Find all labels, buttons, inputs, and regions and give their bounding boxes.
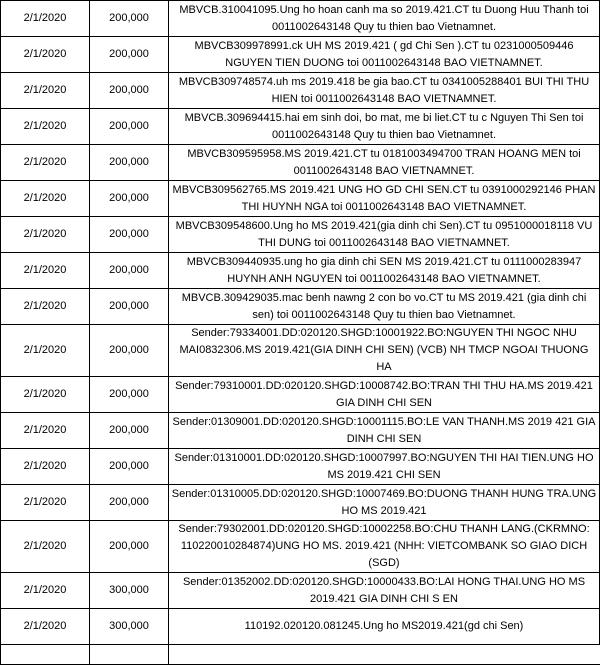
amount-cell[interactable]	[90, 413, 169, 449]
description-text: Sender:01310005.DD:020120.SHGD:10007469.BO:DUONG THANH HUNG TRA.UNG HO MS 2019.421	[171, 487, 597, 517]
date-text: 2/1/2020	[23, 156, 67, 168]
amount-cell[interactable]	[90, 325, 169, 377]
amount-text: 200,000	[109, 496, 149, 508]
amount-text: 200,000	[109, 540, 149, 552]
table-row	[1, 253, 600, 289]
amount-text: 200,000	[109, 12, 149, 24]
description-cell[interactable]	[169, 181, 600, 217]
amount-text: 200,000	[109, 228, 149, 240]
date-text: 2/1/2020	[23, 300, 67, 312]
date-cell[interactable]	[1, 181, 90, 217]
table-row	[1, 377, 600, 413]
table-row	[1, 73, 600, 109]
date-cell[interactable]	[1, 217, 90, 253]
table-row	[1, 325, 600, 377]
date-cell[interactable]	[1, 145, 90, 181]
description-cell[interactable]	[169, 573, 600, 609]
date-cell[interactable]	[1, 1, 90, 37]
amount-cell[interactable]	[90, 145, 169, 181]
date-cell[interactable]	[1, 377, 90, 413]
date-cell[interactable]	[1, 325, 90, 377]
table-row	[1, 1, 600, 37]
amount-cell[interactable]	[90, 609, 169, 645]
description-cell[interactable]	[169, 217, 600, 253]
partial-cell[interactable]	[1, 645, 90, 665]
amount-cell[interactable]	[90, 289, 169, 325]
description-cell[interactable]	[169, 73, 600, 109]
table-row	[1, 145, 600, 181]
description-text: Sender:01352002.DD:020120.SHGD:10000433.BO:LAI HONG THAI.UNG HO MS 2019.421 GIA DINH CHI S EN	[182, 575, 586, 605]
description-text: MBVCB.309694415.hai em sinh doi, bo mat, me bi liet.CT tu c Nguyen Thi Sen toi 0011002643148 Quy tu thien bao Vietnamnet.	[184, 111, 584, 141]
date-text: 2/1/2020	[23, 496, 67, 508]
date-text: 2/1/2020	[23, 12, 67, 24]
description-text: Sender:01310001.DD:020120.SHGD:10007997.BO:NGUYEN THI HAI TIEN.UNG HO MS 2019.421 CHI SEN	[174, 451, 594, 481]
date-text: 2/1/2020	[23, 120, 67, 132]
description-text: MBVCB309548600.Ung ho MS 2019.421(gia dinh chi Sen).CT tu 0951000018118 VU THI DUNG toi 0011002643148 BAO VIETNAMNET.	[175, 219, 593, 249]
description-cell[interactable]	[169, 521, 600, 573]
amount-cell[interactable]	[90, 377, 169, 413]
description-text: MBVCB309562765.MS 2019.421 UNG HO GD CHI SEN.CT tu 0391000292146 PHAN THI HUYNH NGA toi 0011002643148 BAO VIETNAMNET.	[172, 183, 596, 213]
table-row	[1, 485, 600, 521]
amount-text: 200,000	[109, 300, 149, 312]
table-row	[1, 449, 600, 485]
table-row	[1, 573, 600, 609]
amount-text: 200,000	[109, 344, 149, 356]
description-text: MBVCB.309429035.mac benh nawng 2 con bo vo.CT tu MS 2019.421 (gia dinh chi sen) toi 0011002643148 Quy tu thien bao Vietnamnet.	[181, 291, 587, 321]
amount-cell[interactable]	[90, 37, 169, 73]
description-cell[interactable]	[169, 253, 600, 289]
date-text: 2/1/2020	[23, 620, 67, 632]
date-text: 2/1/2020	[23, 388, 67, 400]
table-row	[1, 413, 600, 449]
description-text: Sender:01309001.DD:020120.SHGD:10001115.BO:LE VAN THANH.MS 2019 421 GIA DINH CHI SEN	[172, 415, 596, 445]
description-cell[interactable]	[169, 289, 600, 325]
amount-cell[interactable]	[90, 109, 169, 145]
date-cell[interactable]	[1, 521, 90, 573]
description-text: MBVCB309440935.ung ho gia dinh chi SEN MS 2019.421.CT tu 0111000283947 HUYNH ANH NGUYEN toi 0011002643148 BAO VIETNAMNET.	[186, 255, 582, 285]
date-text: 2/1/2020	[23, 264, 67, 276]
amount-cell[interactable]	[90, 181, 169, 217]
table-row-partial	[1, 645, 600, 665]
table-row	[1, 289, 600, 325]
table-row	[1, 37, 600, 73]
amount-cell[interactable]	[90, 573, 169, 609]
description-cell[interactable]	[169, 449, 600, 485]
description-cell[interactable]	[169, 609, 600, 645]
description-text: MBVCB309978991.ck UH MS 2019.421 ( gd Chi Sen ).CT tu 0231000509446 NGUYEN TIEN DUONG toi 0011002643148 BAO VIETNAMNET.	[194, 39, 574, 69]
description-cell[interactable]	[169, 109, 600, 145]
date-cell[interactable]	[1, 609, 90, 645]
description-text: Sender:79302001.DD:020120.SHGD:10002258.BO:CHU THANH LANG.(CKRMNO: 110220010284874)UNG HO MS. 2019.421 (NHH: VIETCOMBANK SO GIAO DICH (SGD)	[178, 523, 590, 569]
amount-cell[interactable]	[90, 217, 169, 253]
date-text: 2/1/2020	[23, 460, 67, 472]
amount-text: 200,000	[109, 120, 149, 132]
amount-text: 200,000	[109, 192, 149, 204]
amount-text: 200,000	[109, 388, 149, 400]
date-cell[interactable]	[1, 109, 90, 145]
date-text: 2/1/2020	[23, 424, 67, 436]
date-cell[interactable]	[1, 413, 90, 449]
date-text: 2/1/2020	[23, 228, 67, 240]
description-cell[interactable]	[169, 485, 600, 521]
date-text: 2/1/2020	[23, 192, 67, 204]
amount-cell[interactable]	[90, 253, 169, 289]
date-text: 2/1/2020	[23, 84, 67, 96]
amount-text: 200,000	[109, 84, 149, 96]
date-cell[interactable]	[1, 37, 90, 73]
date-text: 2/1/2020	[23, 48, 67, 60]
date-cell[interactable]	[1, 289, 90, 325]
table-row	[1, 217, 600, 253]
amount-text: 200,000	[109, 156, 149, 168]
partial-cell[interactable]	[90, 645, 169, 665]
amount-text: 200,000	[109, 264, 149, 276]
description-cell[interactable]	[169, 325, 600, 377]
amount-text: 300,000	[109, 620, 149, 632]
table-row	[1, 109, 600, 145]
description-text: Sender:79334001.DD:020120.SHGD:10001922.BO:NGUYEN THI NGOC NHU MAI0832306.MS 2019.421(GIA DINH CHI SEN) (VCB) NH TMCP NGOAI THUONG HA	[179, 327, 589, 373]
amount-cell[interactable]	[90, 449, 169, 485]
table-row	[1, 609, 600, 645]
date-cell[interactable]	[1, 573, 90, 609]
amount-text: 200,000	[109, 48, 149, 60]
partial-cell[interactable]	[169, 645, 600, 665]
amount-text: 300,000	[109, 584, 149, 596]
description-text: MBVCB309748574.uh ms 2019.418 be gia bao.CT tu 0341005288401 BUI THI THU HIEN toi 0011002643148 BAO VIETNAMNET.	[178, 75, 590, 105]
description-text: Sender:79310001.DD:020120.SHGD:10008742.BO:TRAN THI THU HA.MS 2019.421 GIA DINH CHI SEN	[175, 379, 593, 409]
amount-cell[interactable]	[90, 1, 169, 37]
date-text: 2/1/2020	[23, 344, 67, 356]
description-text: MBVCB.310041095.Ung ho hoan canh ma so 2019.421.CT tu Duong Huu Thanh toi 0011002643148 Quy tu thien bao Vietnamnet.	[179, 3, 589, 33]
date-cell[interactable]	[1, 485, 90, 521]
description-text: MBVCB309595958.MS 2019.421.CT tu 0181003494700 TRAN HOANG MEN toi 0011002643148 BAO VIETNAMNET.	[187, 147, 581, 177]
date-cell[interactable]	[1, 449, 90, 485]
amount-cell[interactable]	[90, 485, 169, 521]
description-cell[interactable]	[169, 37, 600, 73]
date-text: 2/1/2020	[23, 540, 67, 552]
amount-cell[interactable]	[90, 73, 169, 109]
description-cell[interactable]	[169, 377, 600, 413]
date-cell[interactable]	[1, 73, 90, 109]
date-cell[interactable]	[1, 253, 90, 289]
table-row	[1, 521, 600, 573]
amount-text: 200,000	[109, 460, 149, 472]
date-text: 2/1/2020	[23, 584, 67, 596]
amount-text: 200,000	[109, 424, 149, 436]
description-cell[interactable]	[169, 145, 600, 181]
transactions-table-body	[1, 1, 600, 665]
description-cell[interactable]	[169, 1, 600, 37]
table-row	[1, 181, 600, 217]
description-cell[interactable]	[169, 413, 600, 449]
amount-cell[interactable]	[90, 521, 169, 573]
description-text: 110192.020120.081245.Ung ho MS2019.421(gd chi Sen)	[244, 620, 524, 632]
